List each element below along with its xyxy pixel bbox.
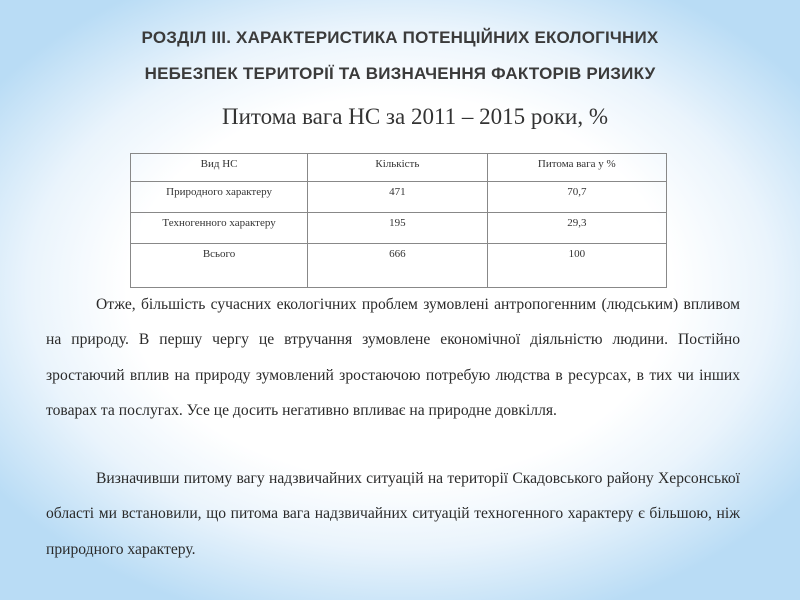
cell-share: 100 <box>487 244 666 288</box>
table-row <box>131 213 667 244</box>
paragraph-result: Визначивши питому вагу надзвичайних ситуацій на території Скадовського району Херсонської області ми встановили, що питома вага надзвичайних ситуацій техногенного характеру є більшою, ніж природного характеру. <box>46 470 740 558</box>
paragraph-conclusion: Отже, більшість сучасних екологічних проблем зумовлені антропогенним (людським) впливом на природу. В першу чергу це втручання зумовлене економічної діяльністю людини. Постійно зростаючий вплив на природу зумовлений зростаючою потребую людства в ресурсах, в тих чи інших товарах та послугах. Усе це досить негативно впливає на природне довкілля. <box>46 296 740 420</box>
table-row <box>131 182 667 213</box>
header-cell-share: Питома вага у % <box>487 154 666 182</box>
cell-type: Природного характеру <box>131 182 308 213</box>
emergency-share-table <box>130 153 667 288</box>
cell-count: 471 <box>308 182 488 213</box>
header-cell-count: Кількість <box>308 154 488 182</box>
table-title: Питома вага НС за 2011 – 2015 роки, % <box>221 104 609 129</box>
section-title-line-1: РОЗДІЛ ІІІ. ХАРАКТЕРИСТИКА ПОТЕНЦІЙНИХ ЕКОЛОГІЧНИХ <box>141 28 659 47</box>
cell-type: Всього <box>131 244 308 288</box>
table-header-row <box>131 154 667 182</box>
table-row-total <box>131 244 667 288</box>
cell-type: Техногенного характеру <box>131 213 308 244</box>
cell-count: 195 <box>308 213 488 244</box>
header-cell-type: Вид НС <box>131 154 308 182</box>
cell-share: 70,7 <box>487 182 666 213</box>
cell-share: 29,3 <box>487 213 666 244</box>
section-title-line-2: НЕБЕЗПЕК ТЕРИТОРІЇ ТА ВИЗНАЧЕННЯ ФАКТОРІВ РИЗИКУ <box>144 64 656 83</box>
cell-count: 666 <box>308 244 488 288</box>
